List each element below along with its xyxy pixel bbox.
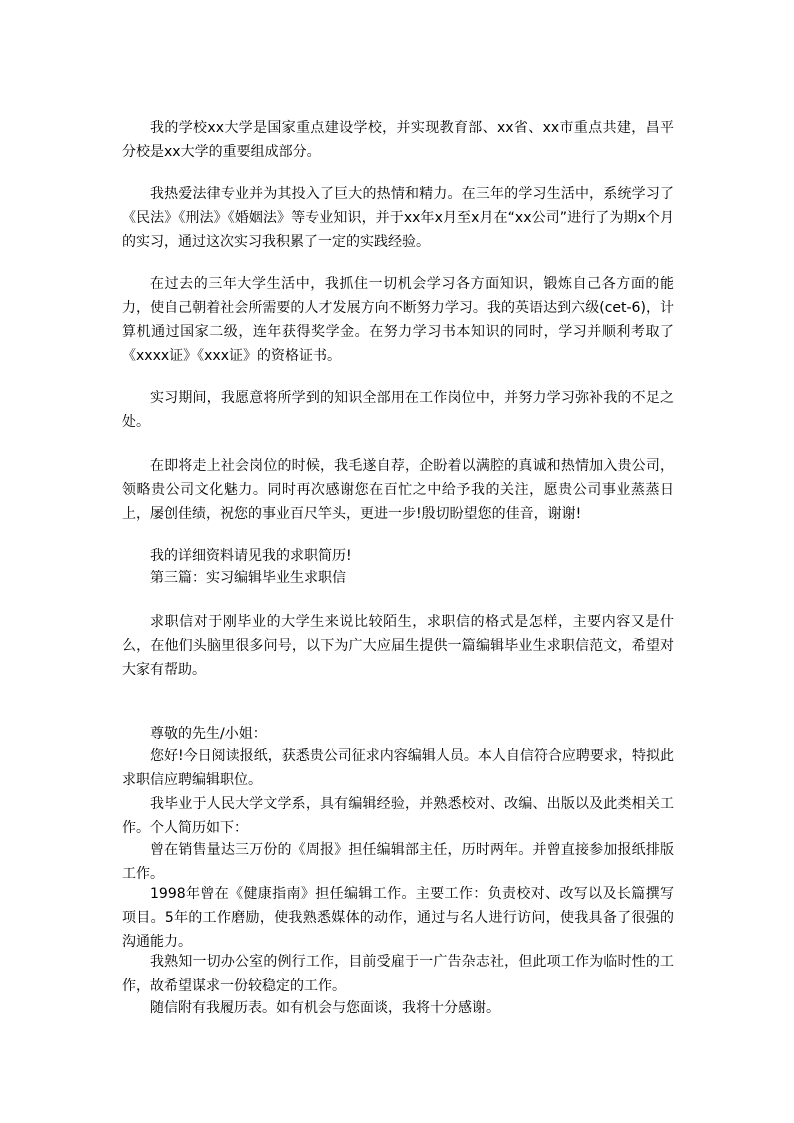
- paragraph-attachment: 随信附有我履历表。如有机会与您面谈，我将十分感谢。: [150, 1000, 500, 1016]
- paragraph-closing: 在即将走上社会岗位的时候，我毛遂自荐，企盼着以满腔的真诚和热情加入贵公司，领略贵公司文化魅力。同时再次感谢您在百忙之中给予我的关注，愿贵公司事业蒸蒸日上，屡创佳绩，祝您的事业百尺竿头，更进一步!殷切盼望您的佳音，谢谢!: [122, 458, 674, 522]
- paragraph-education: 我毕业于人民大学文学系，具有编辑经验，并熟悉校对、改编、出版以及此类相关工作。个人简历如下：: [122, 796, 674, 836]
- paragraph-office-work: 我熟知一切办公室的例行工作，目前受雇于一广告杂志社，但此项工作为临时性的工作，故希望谋求一份较稳定的工作。: [122, 954, 674, 994]
- paragraph-college-life: 在过去的三年大学生活中，我抓住一切机会学习各方面知识，锻炼自己各方面的能力，使自己朝着社会所需要的人才发展方向不断努力学习。我的英语达到六级(cet-6)，计算机通过国家二级，连年获得奖学金。在努力学习书本知识的同时，学习并顺利考取了《xxxx证》《xxx证》的资格证书。: [122, 276, 674, 364]
- paragraph-letter-intro: 求职信对于刚毕业的大学生来说比较陌生，求职信的格式是怎样，主要内容又是什么，在他们头脑里很多问号，以下为广大应届生提供一篇编辑毕业生求职信范文，希望对大家有帮助。: [122, 614, 674, 678]
- paragraph-greeting: 您好!今日阅读报纸，获悉贵公司征求内容编辑人员。本人自信符合应聘要求，特拟此求职信应聘编辑职位。: [122, 748, 674, 788]
- paragraph-resume-note: 我的详细资料请见我的求职简历!: [150, 548, 352, 564]
- paragraph-experience-weekly: 曾在销售量达三万份的《周报》担任编辑部主任，历时两年。并曾直接参加报纸排版工作。: [122, 842, 674, 882]
- salutation: 尊敬的先生/小姐：: [150, 726, 267, 742]
- paragraph-law-major: 我热爱法律专业并为其投入了巨大的热情和精力。在三年的学习生活中，系统学习了《民法》《刑法》《婚姻法》等专业知识，并于xx年x月至x月在“xx公司”进行了为期x个月的实习，通过这次实习我积累了一定的实践经验。: [122, 186, 674, 250]
- section-title: 第三篇：实习编辑毕业生求职信: [150, 570, 346, 586]
- paragraph-experience-health: 1998年曾在《健康指南》担任编辑工作。主要工作：负责校对、改写以及长篇撰写项目。5年的工作磨励，使我熟悉媒体的动作，通过与名人进行访问，使我具备了很强的沟通能力。: [122, 886, 674, 950]
- paragraph-internship: 实习期间，我愿意将所学到的知识全部用在工作岗位中，并努力学习弥补我的不足之处。: [122, 390, 674, 430]
- paragraph-school-intro: 我的学校xx大学是国家重点建设学校，并实现教育部、xx省、xx市重点共建，昌平分校是xx大学的重要组成部分。: [122, 120, 674, 160]
